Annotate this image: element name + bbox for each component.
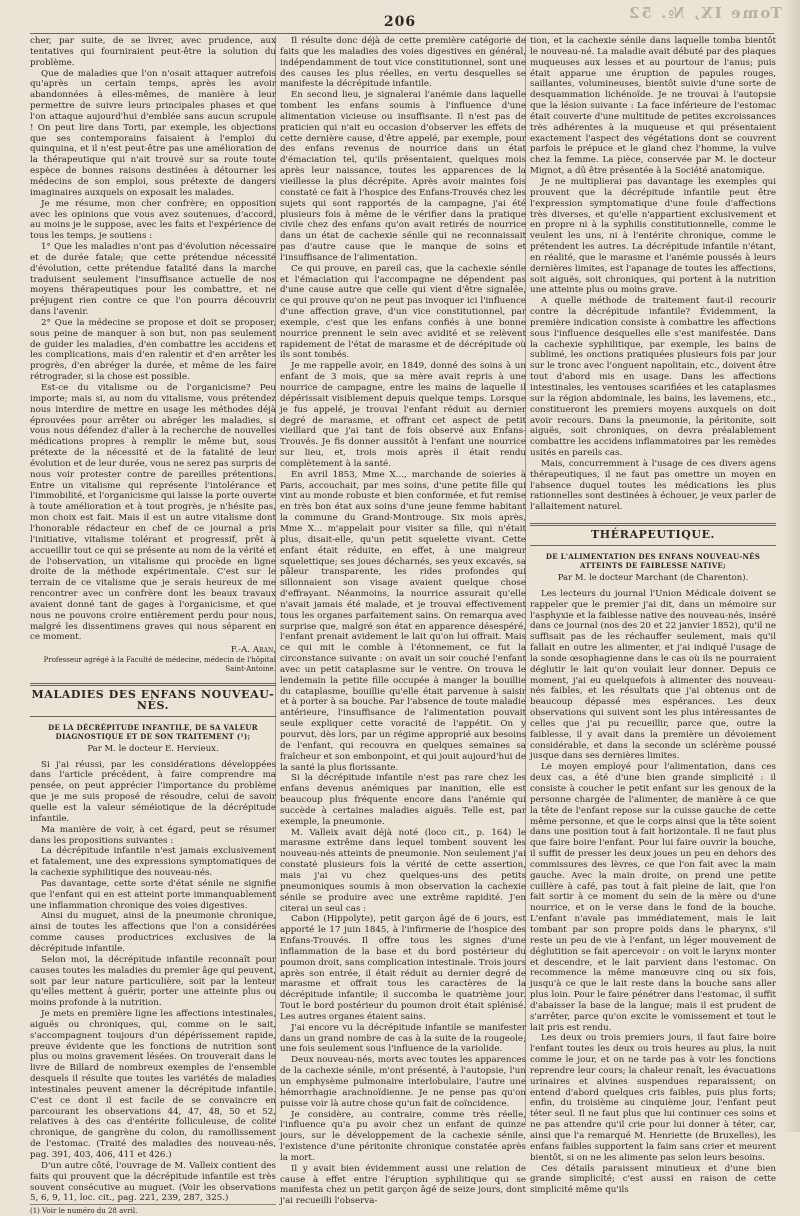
paragraph: Je mets en première ligne les affections intestinales, aiguës ou chroniques, qui, comme on le sait, s'accompagnent toujours d'un dépérissement rapide, preuve évidente que les fonctions de nutrition sont plus ou moins gravement lésées. On trouverait dans le livre de Billard de nombreux exemples de l'ensemble desquels il résulte que toutes les variétés de maladies intestinales peuvent amener la décrépitude infantile. C'est ce dont il est facile de se convaincre en parcourant les observations 44, 47, 48, 50 et 52, relatives à des cas d'entérite folliculeuse, de colite chronique, de gangrène du colon, du ramollissement de l'estomac. (Traité des maladies des nouveau-nés, pag. 391, 403, 406, 411 et 426.) [30,1009,276,1160]
paragraph: 2° Que la médecine se propose et doit se proposer, sous peine de manquer à son but, non pas seulement de guider les maladies, d'en combattre les accidens et les complications, mais d'en ralentir et d'en arrêter les progrès, d'en abréger la durée, et même de les faire rétrograder, si la chose est possible. [30,317,276,383]
paragraph: Les deux ou trois premiers jours, il faut faire boire l'enfant toutes les deux ou trois heures au plus, la nuit comme le jour, et on ne tarde pas à voir les fonctions reprendre leur cours; la chaleur renaît, les évacuations urinaires et alvines suspendues reparaissent; on entend d'abord quelques cris faibles, puis plus forts; enfin, du troisième au cinquième jour, l'enfant peut téter seul. Il ne faut plus que lui continuer ces soins et ne pas attendre qu'il crie pour lui donner à téter, car, ainsi que l'a remarqué M. Henriette (de Bruxelles), les enfans faibles supportent la faim sans crier et meurent bientôt, si on ne les alimente pas selon leurs besoins. [530,1033,776,1163]
paragraph: D'un autre côté, l'ouvrage de M. Valleix contient des faits qui prouvent que la décrépitude infantile est très souvent consécutive au muguet. (Voir les observations 5, 6, 9, 11, loc. cit., pag. 221, 239, 287, 325.) [30,1160,276,1204]
paragraph: Mais, concurremment à l'usage de ces divers agens thérapeutiques, il ne faut pas omettre un moyen en l'absence duquel toutes les médications les plus rationnelles sont destinées à échouer, je veux parler de l'allaitement naturel. [530,458,776,513]
paragraph: tion, et la cachexie sénile dans laquelle tomba bientôt le nouveau-né. La maladie avait débuté par des plaques muqueuses aux lesses et au pourtour de l'anus; puis était apparue une éruption de papules rouges, saillantes, volumineuses, bientôt suivie d'une sorte de desquammation lichénoïde. Je ne trouvai à l'autopsie que la lésion suivante : La face inférieure de l'estomac était couverte d'une multitude de petites excroissances très adhérentes à la muqueuse et qui présentaient exactement l'aspect des végétations dont se couvrent parfois le prépuce et le gland chez l'homme, la vulve chez la femme. La pièce, conservée par M. le docteur Mignot, a dû être présentée à la Société anatomique. [530,36,776,177]
paragraph: 1° Que les maladies n'ont pas d'évolution nécessaire et de durée fatale; que cette prétendue nécessité d'évolution, cette prétendue fatalité dans la marche traduisent seulement l'insuffisance actuelle de nos moyens thérapeutiques pour les combattre, et ne préjugent rien contre ce que l'on pourra découvrir dans l'avenir. [30,242,276,318]
paragraph: Si j'ai réussi, par les considérations développées dans l'article précédent, à faire comprendre ma pensée, on peut apprécier l'importance du problème que je me suis proposé de résoudre, celui de savoir quelle est la valeur séméiotique de la décrépitude infantile. [30,759,276,824]
paragraph: Ce qui prouve, en pareil cas, que la cachexie sénile et l'émaciation qui l'accompagne ne dépendent pas d'une cause autre que celle qui vient d'être signalée, ce qui prouve qu'on ne peut pas invoquer ici l'influence d'une affection grave, d'un vice constitutionnel, par exemple, c'est que les enfans confiés à une bonne nourrice prennent le sein avec avidité et se relèvent rapidement de l'état de marasme et de décrépitude où ils sont tombés. [280,263,526,361]
paragraph: Ainsi du muguet, ainsi de la pneumonie chronique, ainsi de toutes les affections que l'on a considérées comme causes productrices exclusives de la décrépitude infantile. [30,911,276,954]
paragraph: Si la décrépitude infantile n'est pas rare chez les enfans devenus anémiques par inanition, elle est beaucoup plus fréquente encore dans l'anémie qui succède à certaines maladies aiguës. Telle est, par exemple, la pneumonie. [280,773,526,827]
article-byline: Par M. le docteur E. Hervieux. [87,743,219,754]
page-number: 206 [383,14,417,30]
paragraph: A quelle méthode de traitement faut-il recourir contre la décrépitude infantile? Évidemment, la première indication consiste à combattre les affections sous l'influence desquelles elle s'est manifestée. Dans la cachexie syphilitique, par exemple, les bains de sublimé, les onctions pratiquées plusieurs fois par jour sur le tronc avec l'onguent napolitain, etc., doivent être tout d'abord mis en usage. Dans les affections intestinales, les ventouses scarifiées et les cataplasmes sur la région abdominale, les bains, les lavemens, etc., constitueront les premiers moyens auxquels on doit avoir recours. Dans la pneumonie, la péritonite, soit aiguës, soit chroniques, on devra préalablement combattre les accidens inflammatoires par les remèdes usités en pareils cas. [530,296,776,459]
paragraph: Que de maladies que l'on n'osait attaquer autrefois qu'après un certain temps, après les avoir abandonnées à elles-mêmes, de manière à leur permettre de suivre leurs principales phases et que l'on attaque aujourd'hui d'emblée sans aucun scrupule ! On peut lire dans Torti, par exemple, les objections que ses contemporains faisaient à l'emploi du quinquina, et il n'est peut-être pas une amélioration de la thérapeutique qui n'ait trouvé sur sa route toute espèce de bonnes raisons destinées à détourner les médecins de son emploi, sous prétexte de dangers imaginaires auxquels on exposait les malades. [30,68,276,198]
article-title-maladies: MALADIES DES ENFANS NOUVEAU-NÉS. [30,683,276,717]
paragraph: La décrépitude infantile n'est jamais exclusivement et fatalement, une des expressions symptomatiques de la cachexie syphilitique des nouveau-nés. [30,846,276,879]
footnote: (1) Voir le numéro du 28 avril. [30,1204,276,1216]
paragraph: Selon moi, la décrépitude infantile reconnaît pour causes toutes les maladies du premier âge qui peuvent, soit par leur nature particulière, soit par la lenteur qu'elles mettent à guérir, porter une atteinte plus ou moins profonde à la nutrition. [30,954,276,1009]
paragraph: Je me rappelle avoir, en 1849, donné des soins à un enfant de 3 mois, que sa mère avait repris à une nourrice de campagne, entre les mains de laquelle il dépérissait visiblement depuis quelque temps. Lorsque je fus appelé, je trouvai l'enfant réduit au dernier degré de marasme, et offrant cet aspect de petit vieillard que j'ai tant de fois observé aux Enfans-Trouvés. Je fis donner aussitôt à l'enfant une nourrice sur lieu, et, trois mois après il était rendu complètement à la santé. [280,361,526,469]
paragraph: Le moyen employé pour l'alimentation, dans ces deux cas, a été d'une bien grande simplicité : il consiste à coucher le petit enfant sur les genoux de la personne chargée de l'alimenter, de manière à ce que la tête de l'enfant repose sur la cuisse gauche de cette même personne, et que le corps ainsi que la tête soient dans une position tout à fait horizontale. Il ne faut plus que faire boire l'enfant. Pour lui faire ouvrir la bouche, il suffit de presser les deux joues un peu en dehors des commissures des lèvres, ce que l'on fait avec la main gauche. Avec la main droite, on prend une petite cuillère à café, pas tout à fait pleine de lait, que l'on fait sortir à ce moment du sein de la mère ou d'une nourrice, et on le verse dans le fond de la bouche. L'enfant n'avale pas immédiatement, mais le lait tombant par son propre poids dans le pharynx, s'il reste un peu de vie à l'enfant, un léger mouvement de déglutition se fait apercevoir : on voit le larynx monter et descendre, et le lait parvient dans l'estomac. On recommence la même manœuvre cinq ou six fois, jusqu'à ce que le lait reste dans la bouche sans aller plus loin. Pour le faire pénétrer dans l'estomac, il suffit d'abaisser la base de la langue; mais il est prudent de s'arrêter, parce qu'on excite le vomissement et tout le lait pris est rendu. [530,762,776,1033]
show-through-header: Tome IX, №. 52 [627,4,782,22]
paragraph: Pas davantage, cette sorte d'état sénile ne signifie que l'enfant qui en est atteint porte immanquablement une inflammation chronique des voies digestives. [30,878,276,911]
paragraph: Est-ce du vitalisme ou de l'organicisme? Peu importe; mais si, au nom du vitalisme, vous prétendez nous interdire de mettre en usage les méthodes déjà éprouvées pour arrêter ou abréger les maladies, si vous nous défendez d'aller à la recherche de nouvelles médications propres à remplir le même but, sous prétexte de la nécessité et de la fatalité de leur évolution et de leur durée, vous ne serez pas surpris de nous voir protester contre de pareilles prétentions. Entre un vitalisme qui représente l'intolérance et l'immobilité, et l'organicisme qui laisse la porte ouverte à toute amélioration et à tout progrès, je n'hésite pas, mon choix est fait. Mais il est un autre vitalisme dont l'honorable rédacteur en chef de ce journal a pris l'initiative, vitalisme tolérant et progressif, prêt à accueillir tout ce qui se présente au nom de la vérité et de l'observation, un vitalisme qui procède en ligne droite de la méthode expérimentale. C'est sur le terrain de ce vitalisme que je serais heureux de me rencontrer avec un confrère dont les beaux travaux avaient donné tant de gages à l'organicisme, et que nous ne pouvons croire entièrement perdu pour nous, malgré les dissentimens graves qui nous séparent en ce moment. [30,383,276,643]
paragraph: cher, par suite, de se livrer, avec prudence, aux tentatives qui fourniraient peut-être la solution du problème. [30,36,276,68]
paragraph: Je ne multiplierai pas davantage les exemples qui prouvent que la décrépitude infantile peut être l'expression symptomatique d'une foule d'affections très diverses, et qu'elle n'appartient exclusivement et en propre ni à la syphilis constitutionnelle, comme le veulent les uns, ni à l'entérite chronique, comme le prétendent les autres. La décrépitude infantile n'étant, en réalité, que le marasme et l'anémie poussés à leurs dernières limites, est l'apanage de toutes les affections, soit aiguës, soit chroniques, qui portent à la nutrition une atteinte plus ou moins grave. [530,176,776,296]
paragraph: Je me résume, mon cher confrère; en opposition avec les opinions que vous avez soutenues, d'accord, au moins je le suppose, avec les faits et l'expérience de tous les temps, je soutiens : [30,198,276,242]
page-edge-shading [782,0,800,1132]
column-1 [30,36,276,1216]
column-3 [530,36,776,1196]
paragraph: Il y avait bien évidemment aussi une relation de cause à effet entre l'éruption syphilitique qui se manifesta chez un petit garçon âgé de seize jours, dont j'ai recueilli l'observa- [280,1163,526,1207]
paragraph: Deux nouveau-nés, morts avec toutes les apparences de la cachexie sénile, m'ont présenté, à l'autopsie, l'un un emphysème pulmonaire interlobulaire, l'autre une hémorrhagie arachnoïdienne. Je ne pense pas qu'on puisse voir là autre chose qu'un fait de coïncidence. [280,1055,526,1109]
paragraph: Les lecteurs du journal l'Union Médicale doivent se rappeler que le premier j'ai dit, dans un mémoire sur l'asphyxie et la faiblesse native des nouveau-nés, inséré dans ce journal (nos des 20 et 22 janvier 1852), qu'il ne suffisait pas de les réchauffer seulement, mais qu'il fallait en outre les alimenter, et j'ai indiqué l'usage de la sonde œsophagienne dans le cas où ils ne pourraient déglutir le lait qu'on voulait leur donner. Depuis ce moment, j'ai eu quelquefois à alimenter des nouveau-nés faibles, et les résultats que j'ai obtenus ont de beaucoup dépassé mes espérances. Les deux observations qui suivent sont les plus intéressantes de celles que j'ai pu recueillir, parce que, outre la faiblesse, il y avait dans la première un dévoiement considérable, et dans la seconde un sclérème poussé jusque dans ses dernières limites. [530,588,776,762]
article-subtitle: DE L'ALIMENTATION DES ENFANS NOUVEAU-NÉS ATTEINTS DE FAIBLESSE NATIVE; [545,551,761,570]
author-title: Professeur agrégé à la Faculté de médecine, médecin de l'hôpital Saint-Antoine. [43,656,276,673]
header-rule [30,33,774,34]
paragraph: M. Valleix avait déjà noté (loco cit., p. 164) le marasme extrême dans lequel tombent souvent les nouveau-nés atteints de pneumonie. Non seulement j'ai constaté plusieurs fois la vérité de cette assertion, mais j'ai vu chez quelques-uns des petits pneumoniques soumis à mon observation la cachexie sénile se produire avec une extrême rapidité. J'en citerai un seul cas : [280,827,526,914]
paragraph: En second lieu, je signalerai l'anémie dans laquelle tombent les enfans soumis à l'influence d'une alimentation vicieuse ou insuffisante. Il n'est pas de praticien qui n'ait eu occasion d'observer les effets de cette dernière cause, d'être appelé, par exemple, pour des enfans revenus de nourrice dans un état d'émaciation tel, qu'ils présentaient, quelques mois après leur naissance, toutes les apparences de la vieillesse la plus décrépite. Après avoir maintes fois constaté ce fait à l'hospice des Enfans-Trouvés chez les sujets qui sont rapportés de la campagne, j'ai été plusieurs fois à même de le vérifier dans la pratique civile chez des enfans qu'on avait retirés de nourrice dans un état de cachexie sénile qui ne reconnaissait pas d'autre cause que le manque de soins et l'insuffisance de l'alimentation. [280,90,526,263]
author-signature: F.-A. Aran, [230,645,276,656]
paragraph: En avril 1853, Mme X..., marchande de soieries à Paris, accouchait, par mes soins, d'une petite fille qui vint au monde robuste et bien conformée, et fut remise en très bon état aux soins d'une jeune femme habitant la commune du Grand-Montrouge. Six mois après, Mme X... m'appelait pour visiter sa fille, qui n'était plus, disait-elle, qu'un petit squelette vivant. Cette enfant était réduite, en effet, à une maigreur squelettique; ses joues décharnés, ses yeux excavés, sa pâleur transparente, les rides profondes qui sillonnaient son visage avaient quelque chose d'effrayant. Néanmoins, la nourrice assurait qu'elle n'avait jamais été malade, et je trouvai effectivement tous les organes parfaitement sains. On remarqua avec surprise que, malgré son état en apparence désespéré, l'enfant prenait avidement le lait qu'on lui offrait. Mais ce qui mit le comble à l'étonnement, ce fut la circonstance suivante : on avait un soir couché l'enfant avec un petit cataplasme sur le ventre. On trouva le lendemain la petite fille occupée à manger la bouillie du cataplasme, bouillie qu'elle était parvenue à saisir et à porter à sa bouche. Par l'absence de toute maladie antérieure, l'insuffisance de l'alimentation pouvait seule expliquer cette voracité de l'appétit. On y pourvut, dès lors, par un régime approprié aux besoins de l'enfant, qui recouvra en quelques semaines sa fraîcheur et son embonpoint, et qui jouit aujourd'hui de la santé la plus florissante. [280,469,526,773]
article-title-therapeutique: THÉRAPEUTIQUE. [530,523,776,546]
column-2 [280,36,527,1207]
paragraph: Je considère, au contraire, comme très réelle, l'influence qu'a pu avoir chez un enfant de quinze jours, sur le développement de la cachexie sénile, l'existence d'une péritonite chronique constatée après la mort. [280,1109,526,1163]
paragraph: J'ai encore vu la décrépitude infantile se manifester dans un grand nombre de cas à la suite de la rougeole; une fois seulement sous l'influence de la variolide. [280,1022,526,1055]
paragraph: Cabon (Hippolyte), petit garçon âgé de 6 jours, est apporté le 17 juin 1845, à l'infirmerie de l'hospice des Enfans-Trouvés. Il offre tous les signes d'une inflammation de la base et du bord postérieur du poumon droit, sans complication intestinale. Trois jours après son entrée, il était réduit au dernier degré de marasme et offrait tous les caractères de la décrépitude infantile; il succomba le quatrième jour. Tout le bord postérieur du poumon droit était splénisé. Les autres organes étaient sains. [280,914,527,1022]
paragraph: Ces détails paraissent minutieux et d'une bien grande simplicité; c'est aussi en raison de cette simplicité même qu'ils [530,1163,776,1196]
paragraph: Il résulte donc déjà de cette première catégorie de faits que les maladies des voies digestives en général, indépendamment de tout vice constitutionnel, sont une des causes les plus réelles, en vertu desquelles se manifeste la décrépitude infantile. [280,36,526,90]
paragraph: Ma manière de voir, à cet égard, peut se résumer dans les propositions suivantes : [30,824,276,846]
article-byline: Par M. le docteur Marchant (de Charenton). [557,572,749,583]
article-subtitle: DE LA DÉCRÉPITUDE INFANTILE, DE SA VALEUR DIAGNOSTIQUE ET DE SON TRAITEMENT (¹); [48,722,258,741]
